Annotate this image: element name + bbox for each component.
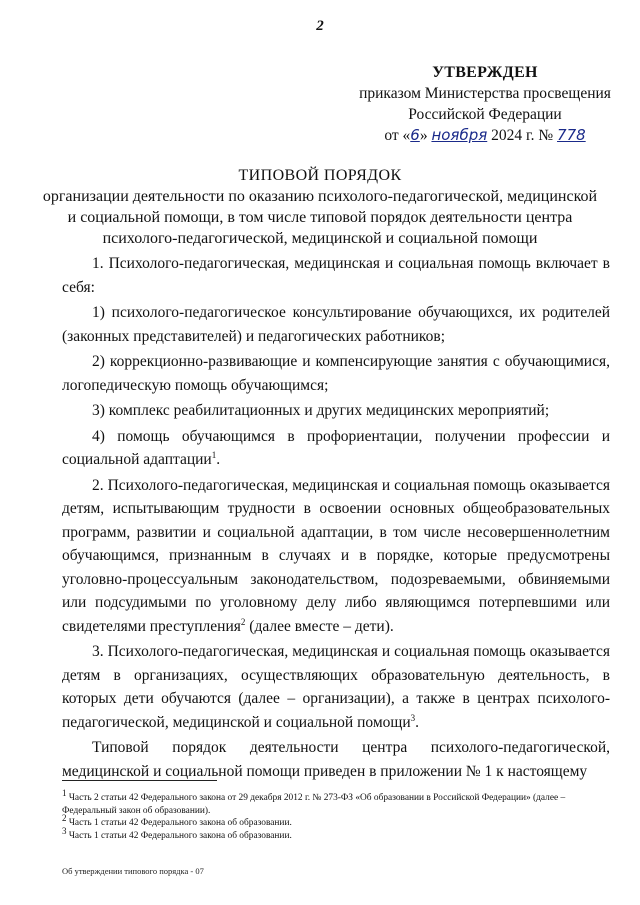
approval-line-2: Российской Федерации — [408, 106, 562, 123]
footnote-2 — [62, 812, 618, 830]
title-line-1: организации деятельности по оказанию психолого-педагогической, медицинской — [42, 188, 598, 205]
footer-note: Об утверждении типового порядка - 07 — [62, 866, 204, 876]
paragraph-1-item-4-end: . — [216, 451, 221, 468]
footnote-1 — [62, 787, 618, 817]
document-title — [40, 165, 600, 249]
paragraph-1: 1. Психолого-педагогическая, медицинская и социальная помощь включает в себя: — [62, 255, 610, 296]
paragraph-1-item-3: 3) комплекс реабилитационных и других медицинских мероприятий; — [92, 402, 550, 419]
handwritten-day: 6 — [410, 126, 420, 144]
footnote-ref-3: 3 — [410, 712, 416, 723]
document-body — [62, 252, 610, 783]
page-number: 2 — [316, 18, 324, 34]
approval-heading: УТВЕРЖДЕН — [432, 64, 538, 81]
paragraph-3-end: . — [415, 713, 420, 731]
paragraph-1-item-1: 1) психолого-педагогическое консультирование обучающихся, их родителей (законных представителей) и педагогических работников; — [62, 304, 610, 345]
footnote-1-text: Часть 2 статьи 42 Федерального закона от 29 декабря 2012 г. № 273-ФЗ «Об образовании в Российской Федерации» (далее – Федеральный закон об образовании). — [62, 793, 566, 816]
paragraph-1-item-2: 2) коррекционно-развивающие и компенсирующие занятия с обучающимися, логопедическую помощь обучающимся; — [62, 353, 610, 394]
approval-line-1: приказом Министерства просвещения — [359, 85, 611, 102]
footnote-3 — [62, 825, 618, 843]
footnote-2-text: Часть 1 статьи 42 Федерального закона об образовании. — [66, 818, 292, 828]
paragraph-3 — [62, 640, 610, 734]
footnote-3-text: Часть 1 статьи 42 Федерального закона об образовании. — [66, 830, 292, 841]
paragraph-1-item-4 — [62, 425, 610, 472]
footnote-2-marker: 2 — [62, 812, 67, 823]
paragraph-2-end: (далее вместе – дети). — [245, 617, 394, 635]
paragraph-2-text: 2. Психолого-педагогическая, медицинская и социальная помощь оказывается детям, испытывающим трудности в освоении основных общеобразовательных программ, развитии и социальной адаптации, в том числе несовершеннолетним обучающимся, признанным в случаях и в порядке, которые предусмотрены уголовно-процессуальным законодательством, подозреваемыми, обвиняемыми или подсудимыми по уголовному делу либо являющимся потерпевшими или свидетелями преступления — [62, 476, 610, 635]
footnote-ref-2: 2 — [240, 616, 246, 627]
footnote-ref-1: 1 — [211, 449, 217, 460]
paragraph-4: Типовой порядок деятельности центра психолого-педагогической, медицинской и социальной помощи приведен в приложении № 1 к настоящему — [62, 739, 610, 780]
footnote-divider — [62, 780, 217, 781]
footnotes — [62, 787, 618, 842]
date-prefix: от « — [384, 127, 411, 144]
title-main: ТИПОВОЙ ПОРЯДОК — [238, 167, 402, 184]
handwritten-month: ноября — [431, 126, 488, 144]
approval-block — [350, 62, 620, 146]
paragraph-1-item-4-text: 4) помощь обучающимся в профориентации, получении профессии и социальной адаптации — [62, 427, 610, 468]
paragraph-2 — [62, 474, 610, 639]
footnote-3-marker: 3 — [62, 825, 67, 836]
title-line-3: психолого-педагогической, медицинской и социальной помощи — [102, 230, 538, 247]
approval-date-line — [350, 125, 620, 146]
handwritten-number: 778 — [557, 126, 586, 144]
title-line-2: и социальной помощи, в том числе типовой порядок деятельности центра — [67, 209, 573, 226]
footnote-1-marker: 1 — [62, 787, 67, 798]
date-year: 2024 г. № — [491, 127, 554, 144]
date-mid: » — [419, 127, 428, 144]
paragraph-3-text: 3. Психолого-педагогическая, медицинская и социальная помощь оказывается детям в организациях, осуществляющих образовательную деятельность, в которых дети обучаются (далее – организации), а также в центрах психолого-педагогической, медицинской и социальной помощи — [62, 643, 610, 731]
